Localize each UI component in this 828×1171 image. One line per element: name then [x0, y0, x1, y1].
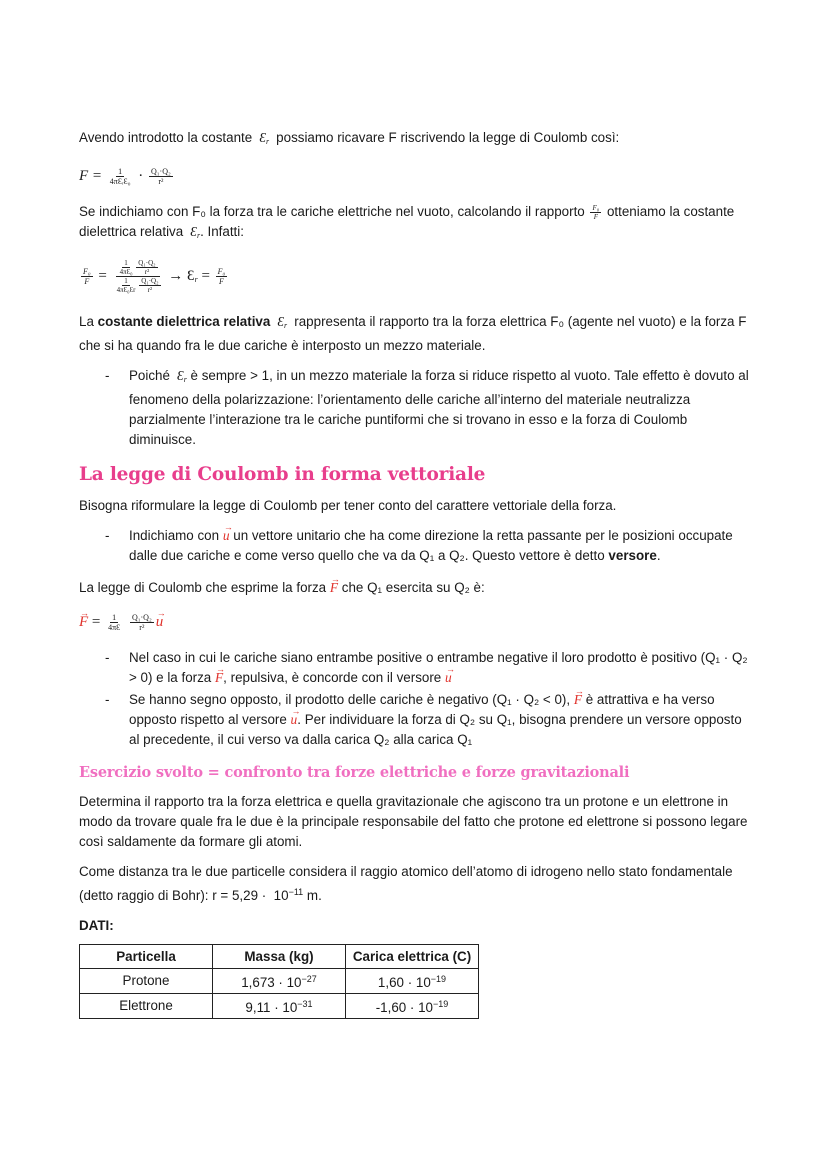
ratio-formula: $\frac{\text{F₀}}{F}$ = $\frac{1}{\text{4πƐ₀}}$ $\frac{\text{Q₁·Q₂}}{\text{r²}}$ $\frac{1}{\text{4πƐ₀Ɛr}}$ $\frac{\text{Q₁·Q₂}}{\text{r²}}$ → $Ɛ_r$ = $\frac{\text{F₀}}{F}$ — [83, 259, 226, 295]
coulomb-formula-dielectric: F = $\frac{1}{\text{4πƐᵣƐ₀}}$ · $\frac{\text{Q₁·Q₂}}{\text{r²}}$ — [79, 167, 171, 187]
vector-f-symbol: → F — [330, 578, 338, 598]
list-item: - Nel caso in cui le cariche siano entrambe positive o entrambe negative il loro prodotto è positivo (Q₁ · Q₂ > 0) e la forza → F, repulsiva, è concorde con il versore → u — [79, 648, 749, 688]
list-item: - Indichiamo con → u un vettore unitario che ha come direzione la retta passante per le posizioni occupate dalle due cariche e come verso quello che va da Q₁ a Q₂. Questo vettore è detto versore. — [79, 526, 749, 566]
list-item: - Se hanno segno opposto, il prodotto delle cariche è negativo (Q₁ · Q₂ < 0), → F è attrattiva e ha verso opposto rispetto al versore → u. Per individuare la forza di Q₂ su Q₁, bisogna prendere un versore opposto al precedente, il cui verso va dalla carica Q₂ alla carica Q₁ — [79, 690, 749, 750]
exercise-paragraph-1: Determina il rapporto tra la forza elettrica e quella gravitazionale che agiscono tra un protone e un elettrone in modo da trovare quale fra le due è la principale responsabile del fatto che protone ed elettrone si possono legare così saldamente da formare gli atomi. — [79, 794, 748, 849]
particle-data-table — [79, 944, 479, 1019]
epsilon-r-symbol: $Ɛ_r$ — [259, 130, 270, 146]
vector-intro-paragraph: Bisogna riformulare la legge di Coulomb per tener conto del carattere vettoriale della forza. — [79, 498, 617, 513]
section-heading-vector-form: La legge di Coulomb in forma vettoriale — [79, 464, 486, 485]
sign-cases-list — [79, 648, 749, 750]
table-row: Protone $1,673 \cdot 10^{-27}$ $1,60 \cdot 10^{-19}$ — [80, 969, 479, 994]
table-row: Elettrone $9,11 \cdot 10^{-31}$ $-1,60 \cdot 10^{-19}$ — [80, 994, 479, 1019]
dati-label: DATI: — [79, 918, 114, 933]
exercise-paragraph-2: Come distanza tra le due particelle considera il raggio atomico dell’atomo di idrogeno nello stato fondamentale (detto raggio di Bohr): $r = 5,29 \cdot 10^{-11}$ m. — [79, 864, 733, 903]
versore-list — [79, 526, 749, 566]
exercise-heading: Esercizio svolto = confronto tra forze elettriche e forze gravitazionali — [79, 764, 630, 781]
intro-paragraph: Avendo introdotto la costante $Ɛ_r$ possiamo ricavare F riscrivendo la legge di Coulomb così: — [79, 130, 620, 146]
bold-term: costante dielettrica relativa — [97, 314, 271, 329]
document-page — [79, 128, 749, 1019]
f0-paragraph: Se indichiamo con F₀ la forza tra le cariche elettriche nel vuoto, calcolando il rapporto $\frac{\text{F₀}}{F}$ otteniamo la costante dielettrica relativa $Ɛ_r$. Infatti: — [79, 203, 735, 240]
table-header-row: Particella Massa (kg) Carica elettrica (C) — [80, 945, 479, 969]
definition-paragraph: La costante dielettrica relativa $Ɛ_r$ rappresenta il rapporto tra la forza elettrica F₀ (agente nel vuoto) e la forza F che si ha quando fra le due cariche è interposto un mezzo materiale. — [79, 314, 747, 353]
law-paragraph: La legge di Coulomb che esprime la forza → F che Q₁ esercita su Q₂ è: — [79, 578, 749, 598]
vector-coulomb-formula: → F = $\frac{1}{4\pi Ɛ}$ $\frac{\text{Q₁·Q₂}}{\text{r²}}$ → u — [79, 608, 749, 636]
list-item: - Poiché $Ɛ_r$ è sempre > 1, in un mezzo materiale la forza si riduce rispetto al vuoto. Tale effetto è dovuto al fenomeno della polarizzazione: l’orientamento delle cariche all’interno del materiale neutralizza parzialmente l’interazione tra le cariche puntiformi che si trovano in esso e la forza di Coulomb diminuisce. — [105, 368, 749, 447]
vector-u-symbol: → u — [223, 526, 230, 546]
polarization-list — [79, 366, 749, 450]
